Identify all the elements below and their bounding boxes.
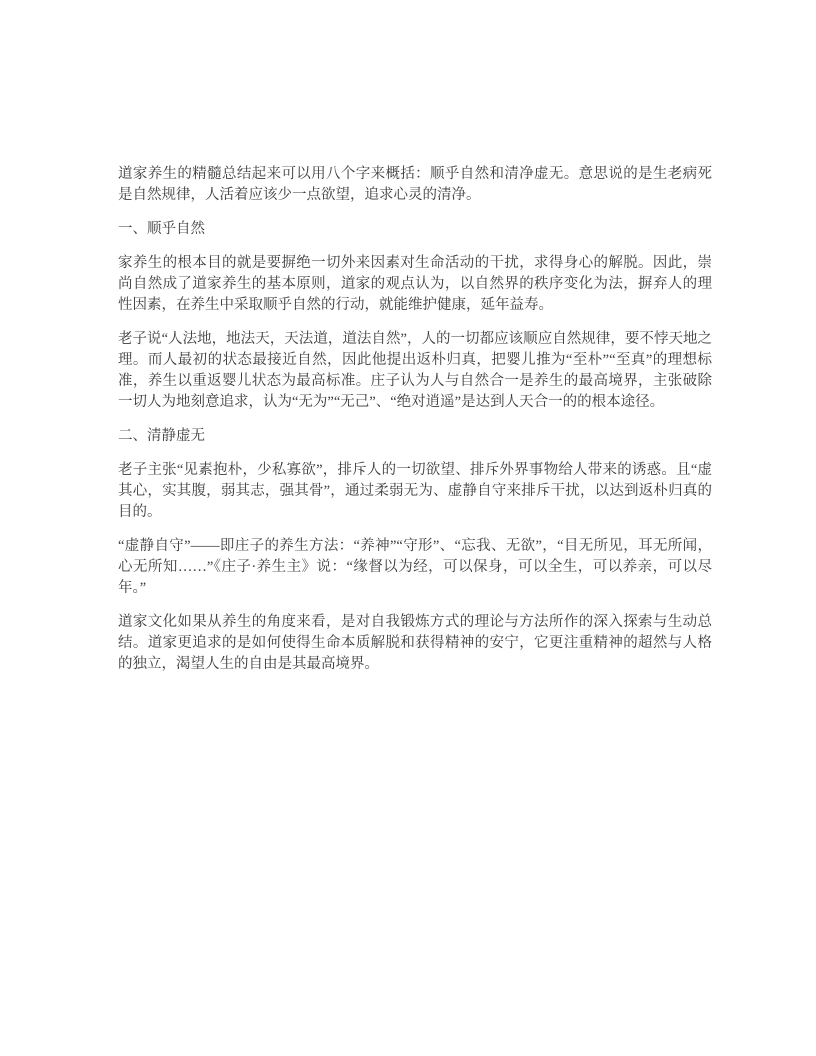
- section-2-heading: 二、清静虚无: [118, 428, 205, 444]
- section-2-paragraph-2: “虚静自守”——即庄子的养生方法：“养神”“守形”、“忘我、无欲”，“目无所见，耳无所闻，心无所知……”《庄子·养生主》说：“缘督以为经，可以保身，可以全生，可以养亲，可以尽年。”: [118, 538, 712, 596]
- section-2-paragraph-3: 道家文化如果从养生的角度来看，是对自我锻炼方式的理论与方法所作的深入探索与生动总结。道家更追求的是如何使得生命本质解脱和获得精神的安宁，它更注重精神的超然与人格的独立，渴望人生的自由是其最高境界。: [118, 614, 712, 672]
- section-1-heading: 一、顺乎自然: [118, 221, 205, 237]
- intro-paragraph: 道家养生的精髓总结起来可以用八个字来概括：顺乎自然和清净虚无。意思说的是生老病死是自然规律，人活着应该少一点欲望，追求心灵的清净。: [118, 166, 712, 203]
- section-2-paragraph-1: 老子主张“见素抱朴，少私寡欲”，排斥人的一切欲望、排斥外界事物给人带来的诱惑。且“虚其心，实其腹，弱其志，强其骨”，通过柔弱无为、虚静自守来排斥干扰，以达到返朴归真的目的。: [118, 462, 712, 520]
- section-1-paragraph-1: 家养生的根本目的就是要摒绝一切外来因素对生命活动的干扰，求得身心的解脱。因此，崇尚自然成了道家养生的基本原则，道家的观点认为，以自然界的秩序变化为法，摒弃人的理性因素，在养生中采取顺乎自然的行动，就能维护健康，延年益寿。: [118, 255, 712, 313]
- section-1-paragraph-2: 老子说“人法地，地法天，天法道，道法自然”，人的一切都应该顺应自然规律，要不悖天地之理。而人最初的状态最接近自然，因此他提出返朴归真，把婴儿推为“至朴”“至真”的理想标准，养生以重返婴儿状态为最高标准。庄子认为人与自然合一是养生的最高境界，主张破除一切人为地刻意追求，认为“无为”“无己”、“绝对逍遥”是达到人天合一的的根本途径。: [118, 331, 712, 410]
